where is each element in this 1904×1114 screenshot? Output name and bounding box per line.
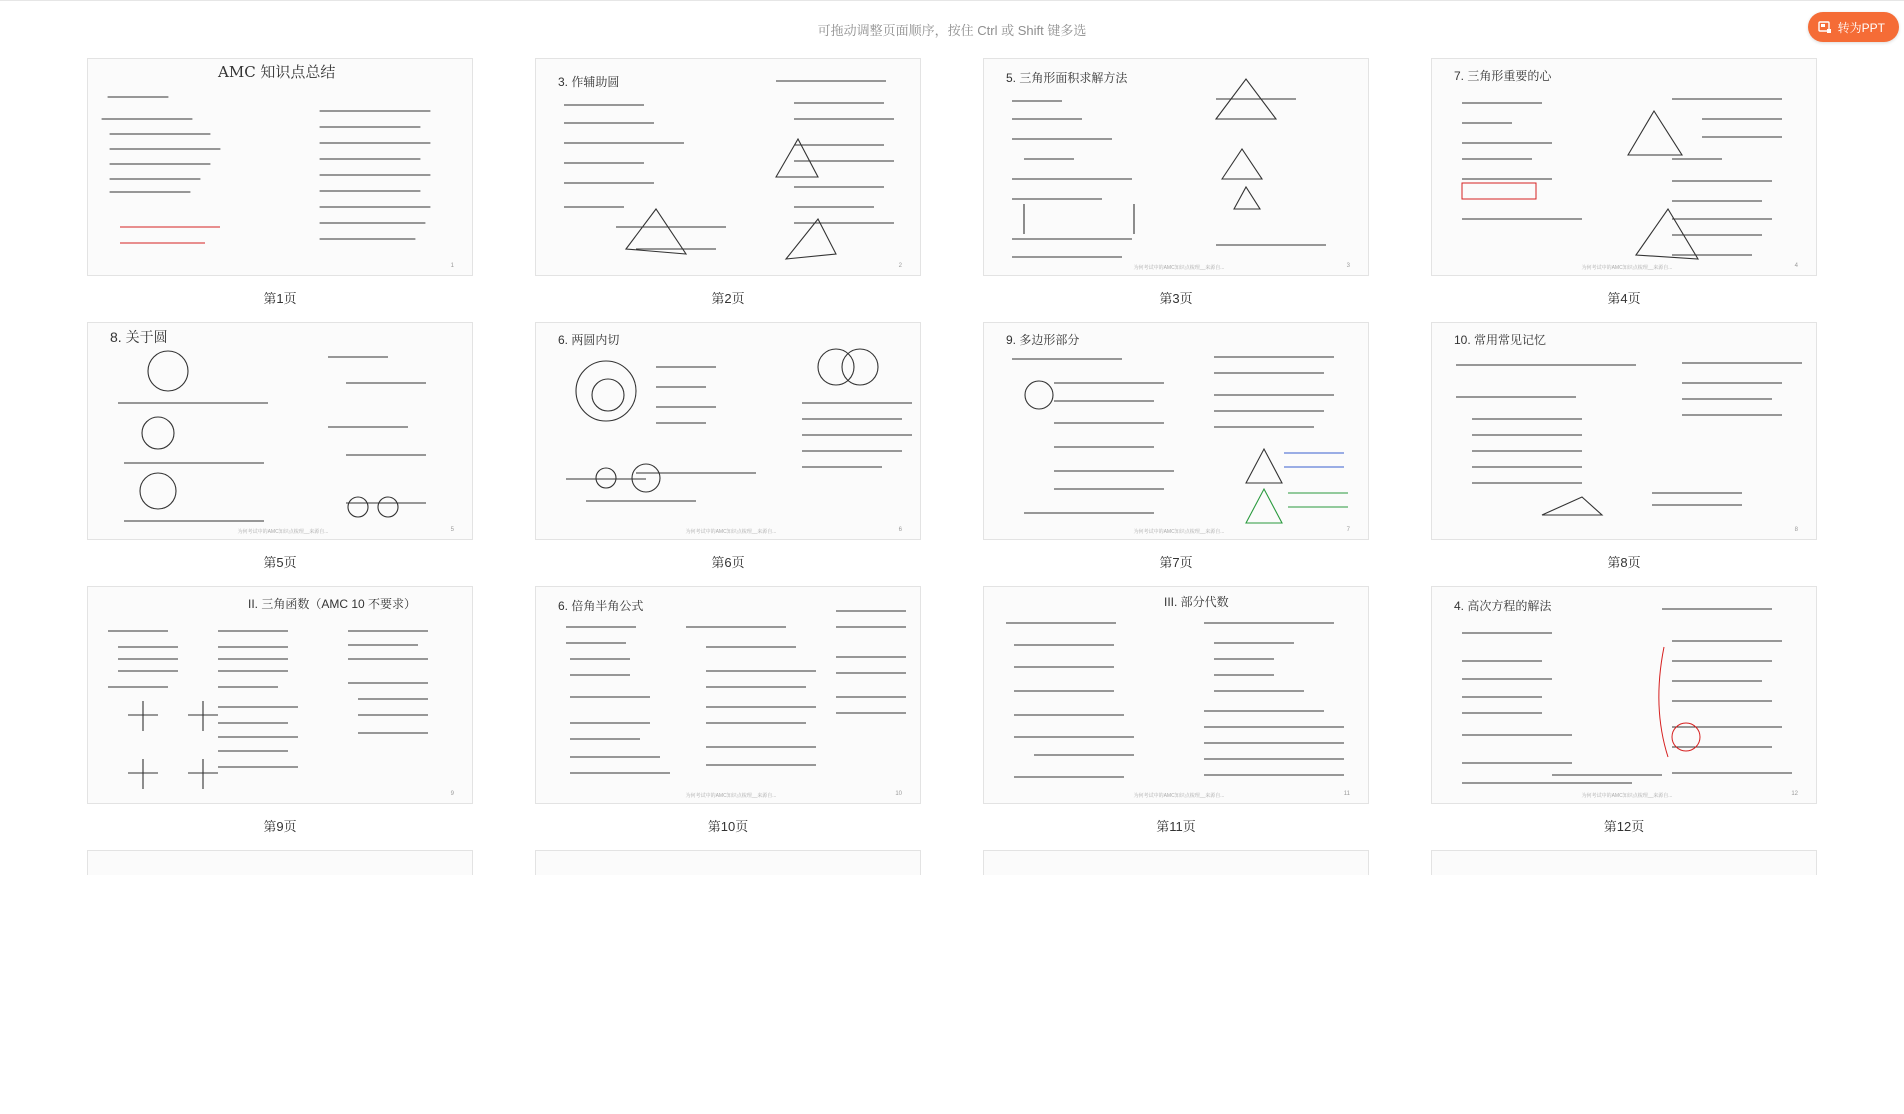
page-card-10[interactable]	[535, 586, 921, 850]
page-thumbnail[interactable]	[535, 850, 921, 875]
page-card-14-partial[interactable]	[535, 850, 921, 1114]
page-label: 第7页	[1159, 555, 1193, 570]
handwritten-notes-graphic	[536, 587, 920, 803]
page-card-13-partial[interactable]	[87, 850, 473, 1114]
reorder-hint: 可拖动调整页面顺序，按住 Ctrl 或 Shift 键多选	[817, 23, 1087, 38]
page-label: 第8页	[1607, 555, 1641, 570]
page-card-3[interactable]	[983, 58, 1369, 322]
top-divider	[0, 0, 1904, 1]
page-thumbnail[interactable]	[1431, 322, 1817, 540]
page-thumbnail[interactable]	[535, 586, 921, 804]
page-card-1[interactable]	[87, 58, 473, 322]
page-thumbnail[interactable]	[87, 850, 473, 875]
page-card-15-partial[interactable]	[983, 850, 1369, 1114]
page-number: 5	[450, 527, 454, 533]
page-card-16-partial[interactable]	[1431, 850, 1817, 1114]
page-title: 6. 倍角半角公式	[558, 599, 644, 613]
page-number: 6	[898, 527, 902, 533]
page-title: 7. 三角形重要的心	[1454, 69, 1552, 83]
page-number: 7	[1346, 527, 1350, 533]
page-thumbnail[interactable]	[1431, 850, 1817, 875]
page-label: 第12页	[1603, 819, 1645, 834]
page-number: 10	[895, 791, 902, 797]
page-thumbnail[interactable]	[1431, 58, 1817, 276]
page-thumbnail[interactable]	[983, 850, 1369, 875]
page-label: 第6页	[711, 555, 745, 570]
handwritten-notes-graphic	[88, 323, 472, 539]
page-thumbnail[interactable]	[87, 586, 473, 804]
page-number: 3	[1346, 263, 1350, 269]
page-footer-note: 为何考试中的AMC知识点梳理__来源自...	[1581, 265, 1673, 271]
page-label: 第3页	[1159, 291, 1193, 306]
page-card-12[interactable]	[1431, 586, 1817, 850]
handwritten-notes-graphic	[536, 323, 920, 539]
page-number: 9	[450, 791, 454, 797]
page-number: 11	[1343, 791, 1350, 797]
page-label: 第4页	[1607, 291, 1641, 306]
page-footer-note: 为何考试中的AMC知识点梳理__来源自...	[1581, 793, 1673, 799]
page-footer-note: 为何考试中的AMC知识点梳理__来源自...	[1133, 793, 1225, 799]
handwritten-notes-graphic	[984, 587, 1368, 803]
page-number: 8	[1794, 527, 1798, 533]
page-thumbnail[interactable]	[535, 58, 921, 276]
page-thumbnail[interactable]	[983, 586, 1369, 804]
page-title: 3. 作辅助圆	[558, 75, 620, 89]
page-label: 第2页	[711, 291, 745, 306]
page-title: 8. 关于圆	[110, 329, 168, 345]
page-footer-note: 为何考试中的AMC知识点梳理__来源自...	[1133, 265, 1225, 271]
handwritten-notes-graphic	[984, 59, 1368, 275]
handwritten-notes-graphic	[1432, 587, 1816, 803]
handwritten-notes-graphic	[88, 587, 472, 803]
page-footer-note: 为何考试中的AMC知识点梳理__来源自...	[1133, 529, 1225, 535]
page-title: 6. 两圆内切	[558, 333, 620, 347]
page-card-6[interactable]	[535, 322, 921, 586]
page-card-8[interactable]	[1431, 322, 1817, 586]
page-footer-note: 为何考试中的AMC知识点梳理__来源自...	[237, 529, 329, 535]
page-title: 4. 高次方程的解法	[1454, 599, 1552, 613]
page-thumbnail[interactable]	[983, 322, 1369, 540]
page-thumbnail[interactable]	[1431, 586, 1817, 804]
page-card-5[interactable]	[87, 322, 473, 586]
page-card-4[interactable]	[1431, 58, 1817, 322]
page-number: 2	[898, 263, 902, 269]
page-thumbnail[interactable]	[87, 58, 473, 276]
page-card-7[interactable]	[983, 322, 1369, 586]
page-card-9[interactable]	[87, 586, 473, 850]
convert-to-ppt-label: 转为PPT	[1837, 20, 1885, 35]
page-label: 第11页	[1156, 819, 1196, 834]
page-thumbnail[interactable]	[983, 58, 1369, 276]
handwritten-notes-graphic	[88, 59, 472, 275]
page-title: AMC 知识点总结	[218, 63, 336, 81]
page-label: 第1页	[263, 291, 297, 306]
page-title: 5. 三角形面积求解方法	[1006, 71, 1128, 85]
page-title: 10. 常用常见记忆	[1454, 333, 1547, 347]
handwritten-notes-graphic	[1432, 323, 1816, 539]
page-title: III. 部分代数	[1164, 595, 1229, 609]
handwritten-notes-graphic	[984, 323, 1368, 539]
page-footer-note: 为何考试中的AMC知识点梳理__来源自...	[685, 793, 777, 799]
ppt-icon	[1818, 20, 1832, 34]
convert-to-ppt-button[interactable]	[1808, 12, 1899, 42]
page-card-11[interactable]	[983, 586, 1369, 850]
page-title: 9. 多边形部分	[1006, 333, 1080, 347]
page-number: 1	[450, 263, 454, 269]
page-title: II. 三角函数（AMC 10 不要求）	[248, 597, 417, 611]
page-number: 4	[1794, 263, 1798, 269]
page-label: 第5页	[263, 555, 297, 570]
page-footer-note: 为何考试中的AMC知识点梳理__来源自...	[685, 529, 777, 535]
page-card-2[interactable]	[535, 58, 921, 322]
page-thumbnail[interactable]	[535, 322, 921, 540]
page-thumbnail[interactable]	[87, 322, 473, 540]
handwritten-notes-graphic	[536, 59, 920, 275]
page-label: 第9页	[263, 819, 297, 834]
handwritten-notes-graphic	[1432, 59, 1816, 275]
page-number: 12	[1791, 791, 1798, 797]
page-label: 第10页	[707, 819, 749, 834]
page-thumbnail-grid	[87, 58, 1817, 1114]
